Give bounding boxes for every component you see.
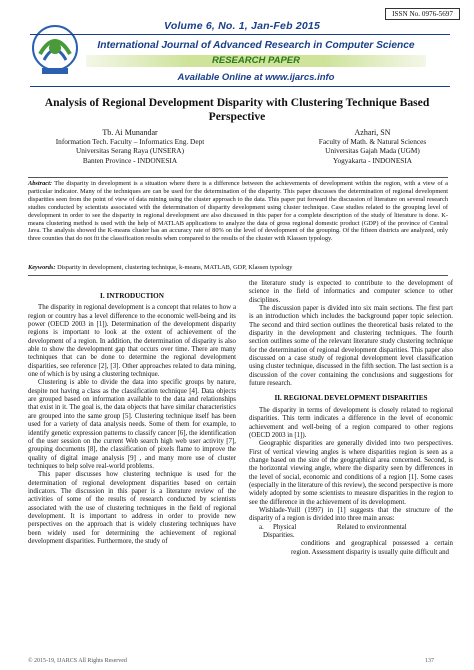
journal-logo-icon (30, 20, 80, 80)
list-text: Related to environmental (337, 523, 407, 531)
abstract-label: Abstract: (28, 180, 52, 187)
list-marker: a. (259, 523, 264, 531)
body-paragraph: Clustering is able to divide the data into specific groups by nature, despite not having a class as the classification technique [4]. Data objects are grouped based on information available to the data and relationships that exist in it. The goal is, the data objects that have similar characteristics are grouped into the same group [5]. Clustering technique itself has been used for a variety of data analysis needs. Some of them for example, to identify genetic expression patterns to classify cancer [6], the identification of the user session on the current Web search high web user activity [7], grouping documents [8], the classification of pixels flame to improve the quality of digital image analysis [9] , and many more use of cluster techniques to help solve real-world problems. (28, 379, 236, 470)
author-affiliation: Banten Province - INDONESIA (82, 155, 178, 165)
body-paragraph: the literature study is expected to contribute to the development of science in the field of informatics and computer science to other disciplines. (249, 280, 453, 304)
keywords (28, 264, 448, 271)
abstract (28, 180, 448, 243)
volume-info: Volume 6, No. 1, Jan-Feb 2015 (164, 20, 320, 32)
right-column (249, 280, 453, 557)
header-rule-top (30, 34, 450, 35)
author-affiliation: Yogyakarta - INDONESIA (332, 155, 413, 165)
paper-title (40, 96, 434, 124)
section-heading-disparities: II. REGIONAL DEVELOPMENT DISPARITIES (274, 394, 428, 403)
paper-type-label: RESEARCH PAPER (212, 55, 300, 66)
author-affiliation: Faculty of Math. & Natural Sciences (318, 137, 427, 147)
body-paragraph: Geographic disparities are generally divided into two perspectives. First of vertical viewing angles is where disparities region is seen as a change based on the size of the geographical area concerned. Second, is the horizontal viewing angle, where the disparity seen by differences in the level of social, economic and conditions of a region [1]. Some cases (especially in the literature of this review), the second perspective is more widely adopted by some scientists to measure disparities in the region to see the difference in the achievement of its development. (249, 440, 453, 506)
page-number: 137 (425, 658, 434, 664)
body-paragraph: This paper discusses how clustering technique is used for the determination of regional development disparities based on certain indicators. The discussion in this paper is a literature review of the activities of some of the results of research conducted by scientists associated with the use of clustering techniques in the field of regional development. It is important to address in order to provide new perspectives on the approach that is widely clustering techniques have been widely used for determining the achievement of regional development disparities. Furthermore, the study of (28, 471, 236, 545)
body-paragraph: Wishlade-Yuill (1997) in [1] suggests that the structure of the disparity of a region is divided into three main areas: (249, 506, 453, 523)
body-paragraph: The disparity in terms of development is closely related to regional disparities. This term indicates a difference in the level of economic achievement and well-being of a region compared to other regions (OECD 2003 in [1]). (249, 406, 453, 439)
author-affiliation: Universitas Serang Raya (UNSERA) (75, 146, 184, 156)
author-name: Tb. Ai Munandar (102, 128, 158, 137)
list-term: Physical Disparities. (263, 523, 297, 539)
author-affiliation: Universitas Gajah Mada (UGM) (325, 146, 420, 156)
issn-box: ISSN No. 0976-5697 (385, 8, 460, 20)
journal-name: International Journal of Advanced Research in Computer Science (97, 40, 415, 51)
section-heading-introduction: I. INTRODUCTION (100, 292, 164, 300)
abstract-text: The disparity in development is a situation where there is a difference between the achievements of development within the region, with a view of a particular indicator. Many of the techniques are can be used for the determination of the disparity. This paper discusses the determination of regional development disparities seen from the point of view of data mining using the cluster approach to the data. This paper put forward the discussion of literature on several research studies conducted by scientists associated with the determination of disparity development using cluster technique. Case studies related to the grouping level of development in order to see the disparity in regional development are also discussed in this paper for a complete description of the study of literature is done. K-means clustering method is used with the help of MATLAB applications to analyze the data of gross regional domestic product (GDP) of the province of Central Java. The analysis showed the K-means cluster has an accuracy rate of 80% on the level of development of the grouping. Of the fifteen districts are analyzed, only three counties that do not fit the classification results when compared to the results of the cluster with Klassen typology. (28, 180, 448, 243)
keywords-label: Keywords: (28, 264, 56, 271)
title-line: Analysis of Regional Development Disparity with Clustering Technique Based (44, 96, 430, 109)
author-block-1 (40, 128, 220, 165)
journal-website: Available Online at www.ijarcs.info (177, 72, 335, 83)
author-affiliation: Information Tech. Faculty – Informatics Eng. Dept (55, 137, 205, 147)
body-paragraph: The disparity in regional development is a concept that relates to how a region or country has a level difference to the economic well-being and its power (OECD 2003 in [1]). Determination of the development disparity regions is important to look at the extent of achievement of the development of a region. In addition, the determination of disparity is also able to show the development gap that occurs over time. There are many techniques that can be done to determine the regional development disparities, see reference [2], [3]. Other approaches related to data mining, one of which is by using a clustering technique. (28, 304, 236, 379)
author-block-2 (290, 128, 455, 165)
left-column (28, 289, 236, 546)
title-line: Perspective (208, 110, 266, 123)
body-paragraph: The discussion paper is divided into six main sections. The first part is an introduction which includes the background paper topic selection. The second and third section outlines the theoretical basis related to the disparity in the development and clustering techniques. The fourth section outlines some of the relevant literature study clustering technique for the determination of regional development disparities. This paper also discussed on a case study of regional development level classification using cluster technique, discussed in the fifth section. The last section is a discussion of the cover containing the conclusions and suggestions for future research. (249, 305, 453, 388)
footer-copyright: © 2015-19, IJARCS All Rights Reserved (28, 658, 127, 664)
list-continuation: conditions and geographical possessed a certain region. Assessment disparity is usually quite difficult and (291, 540, 453, 556)
header-rule-bottom (30, 86, 450, 87)
keywords-rule-bottom (28, 275, 448, 276)
author-name: Azhari, SN (354, 128, 391, 137)
abstract-rule-top (28, 177, 448, 178)
keywords-text: Disparity in development, clustering technique, k-means, MATLAB, GDP, Klassen typology (55, 264, 293, 271)
list-item (249, 524, 453, 541)
